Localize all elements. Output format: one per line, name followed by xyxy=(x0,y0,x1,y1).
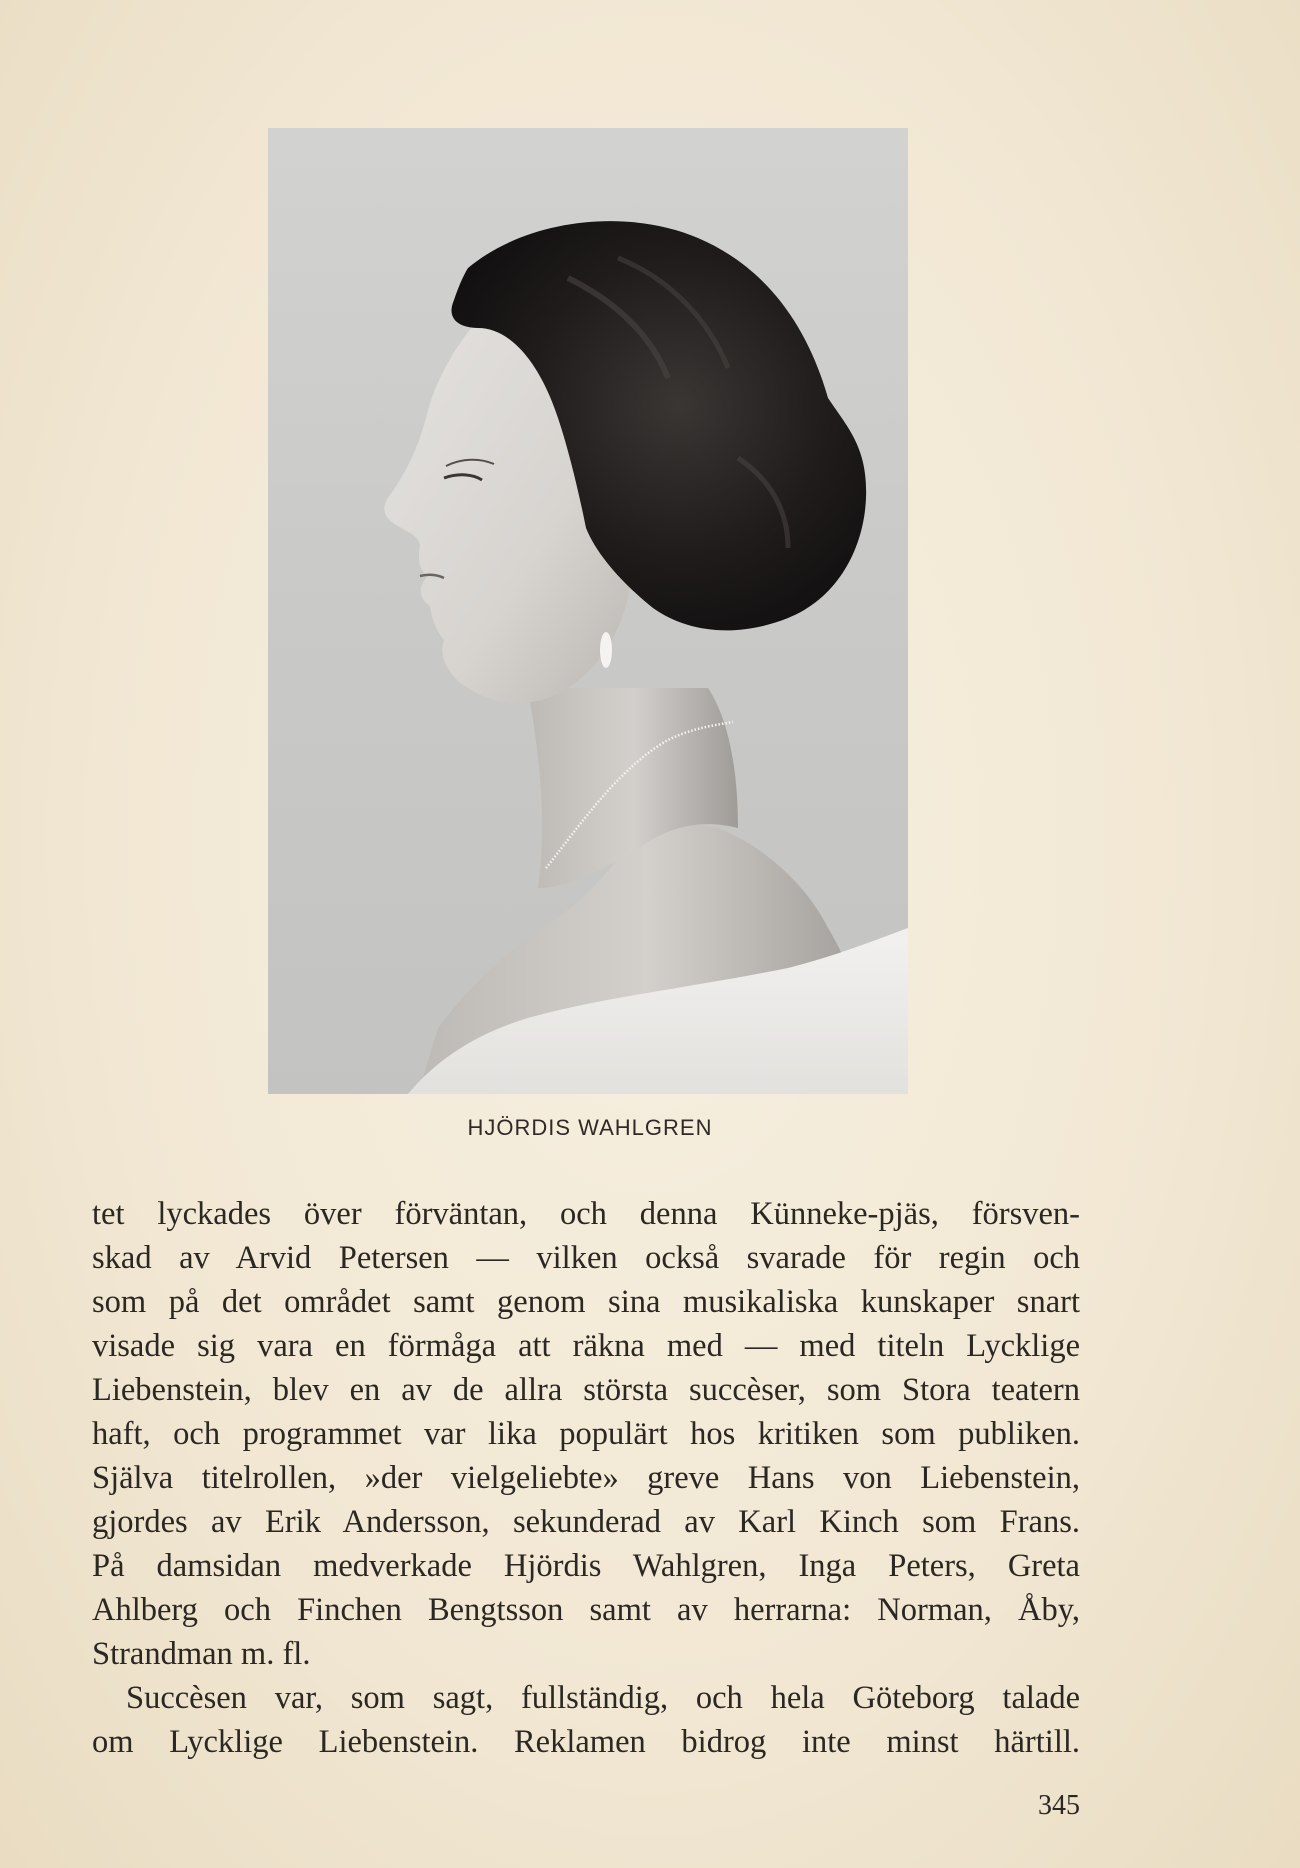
text-line: haft, och programmet var lika populärt hos kritiken som publiken. xyxy=(92,1416,1080,1452)
text-line: gjordes av Erik Andersson, sekunderad av Karl Kinch som Frans. xyxy=(92,1504,1080,1540)
text-line: Strandman m. fl. xyxy=(92,1636,311,1672)
portrait-photo-illustration xyxy=(268,128,908,1094)
paragraph xyxy=(92,1192,1080,1676)
photo-caption: HJÖRDIS WAHLGREN xyxy=(467,1115,713,1140)
body-text xyxy=(92,1192,1080,1764)
text-line: som på det området samt genom sina musikaliska kunskaper snart xyxy=(92,1284,1080,1320)
text-line: visade sig vara en förmåga att räkna med — med titeln Lycklige xyxy=(92,1328,1080,1364)
text-line: skad av Arvid Petersen — vilken också svarade för regin och xyxy=(92,1240,1080,1276)
text-line: om Lycklige Liebenstein. Reklamen bidrog inte minst härtill. xyxy=(92,1724,1080,1760)
text-line: Liebenstein, blev en av de allra största succèser, som Stora teatern xyxy=(92,1372,1080,1408)
portrait-photo xyxy=(268,128,908,1094)
text-line: Själva titelrollen, »der vielgeliebte» greve Hans von Liebenstein, xyxy=(92,1460,1080,1496)
text-line: tet lyckades över förväntan, och denna Künneke-pjäs, försven- xyxy=(92,1196,1080,1232)
paragraph xyxy=(92,1676,1080,1764)
text-line: Succèsen var, som sagt, fullständig, och hela Göteborg talade xyxy=(126,1680,1080,1716)
text-line: Ahlberg och Finchen Bengtsson samt av herrarna: Norman, Åby, xyxy=(92,1592,1080,1628)
page-number: 345 xyxy=(1038,1790,1080,1821)
text-line: På damsidan medverkade Hjördis Wahlgren, Inga Peters, Greta xyxy=(92,1548,1080,1584)
